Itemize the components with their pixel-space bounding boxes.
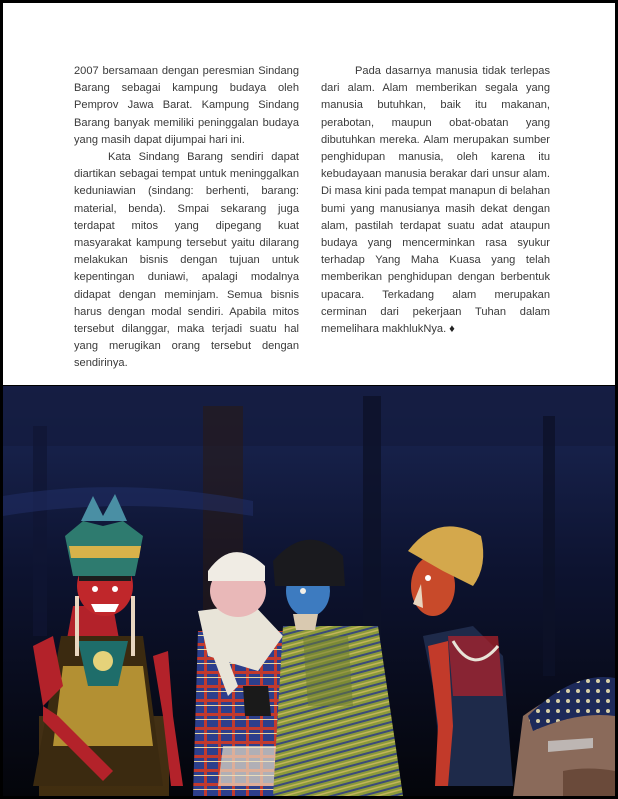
left-column [74,63,299,373]
paragraph: Kata Sindang Barang sendiri dapat diartikan sebagai tempat untuk meninggalkan keduniawian (sindang: berhenti, barang: material, benda). Smpai sekarang juga terdapat mitos yang dipegang kuat masyarakat kampung tersebut yaitu dilarang melakukan bisnis dengan tujuan untuk kepentingan duniawi, apalagi modalnya didapat dengan meminjam. Semua bisnis harus dengan modal sendiri. Apabila mitos tersebut dilanggar, maka terjadi suatu hal yang merugikan orang tersebut dengan sendirinya. [74,151,299,370]
curtain [3,386,615,446]
right-column [321,63,550,338]
wayang-photo [3,386,615,796]
puppet-scene [3,386,615,796]
end-mark-icon: ♦ [449,323,455,336]
paragraph [321,63,550,338]
text-panel [3,3,615,385]
paragraph-text: Pada dasarnya manusia tidak terlepas dari alam. Alam memberikan segala yang manusia butuhkan, baik itu makanan, perabotan, maupun obat-obatan yang dibutuhkan mereka. Alam merupakan sumber penghidupan manusia, oleh karena itu kebudayaan manusia berakar dari unsur alam. Di masa kini pada tempat manapun di belahan bumi yang manusianya masih dekat dengan alam, pastilah terdapat suatu adat ataupun budaya yang mencerminkan rasa syukur terhadap Yang Maha Kuasa yang telah memberikan penghidupan dengan berbentuk upacara. Terkadang alam merupakan cerminan dari pekerjaan Tuhan dalam memelihara makhlukNya. [321,65,550,336]
paragraph: 2007 bersamaan dengan peresmian Sindang Barang sebagai kampung budaya oleh Pemprov Jawa Barat. Kampung Sindang Barang banyak memiliki peninggalan budaya yang masih dapat dijumpai hari ini. [74,65,299,146]
